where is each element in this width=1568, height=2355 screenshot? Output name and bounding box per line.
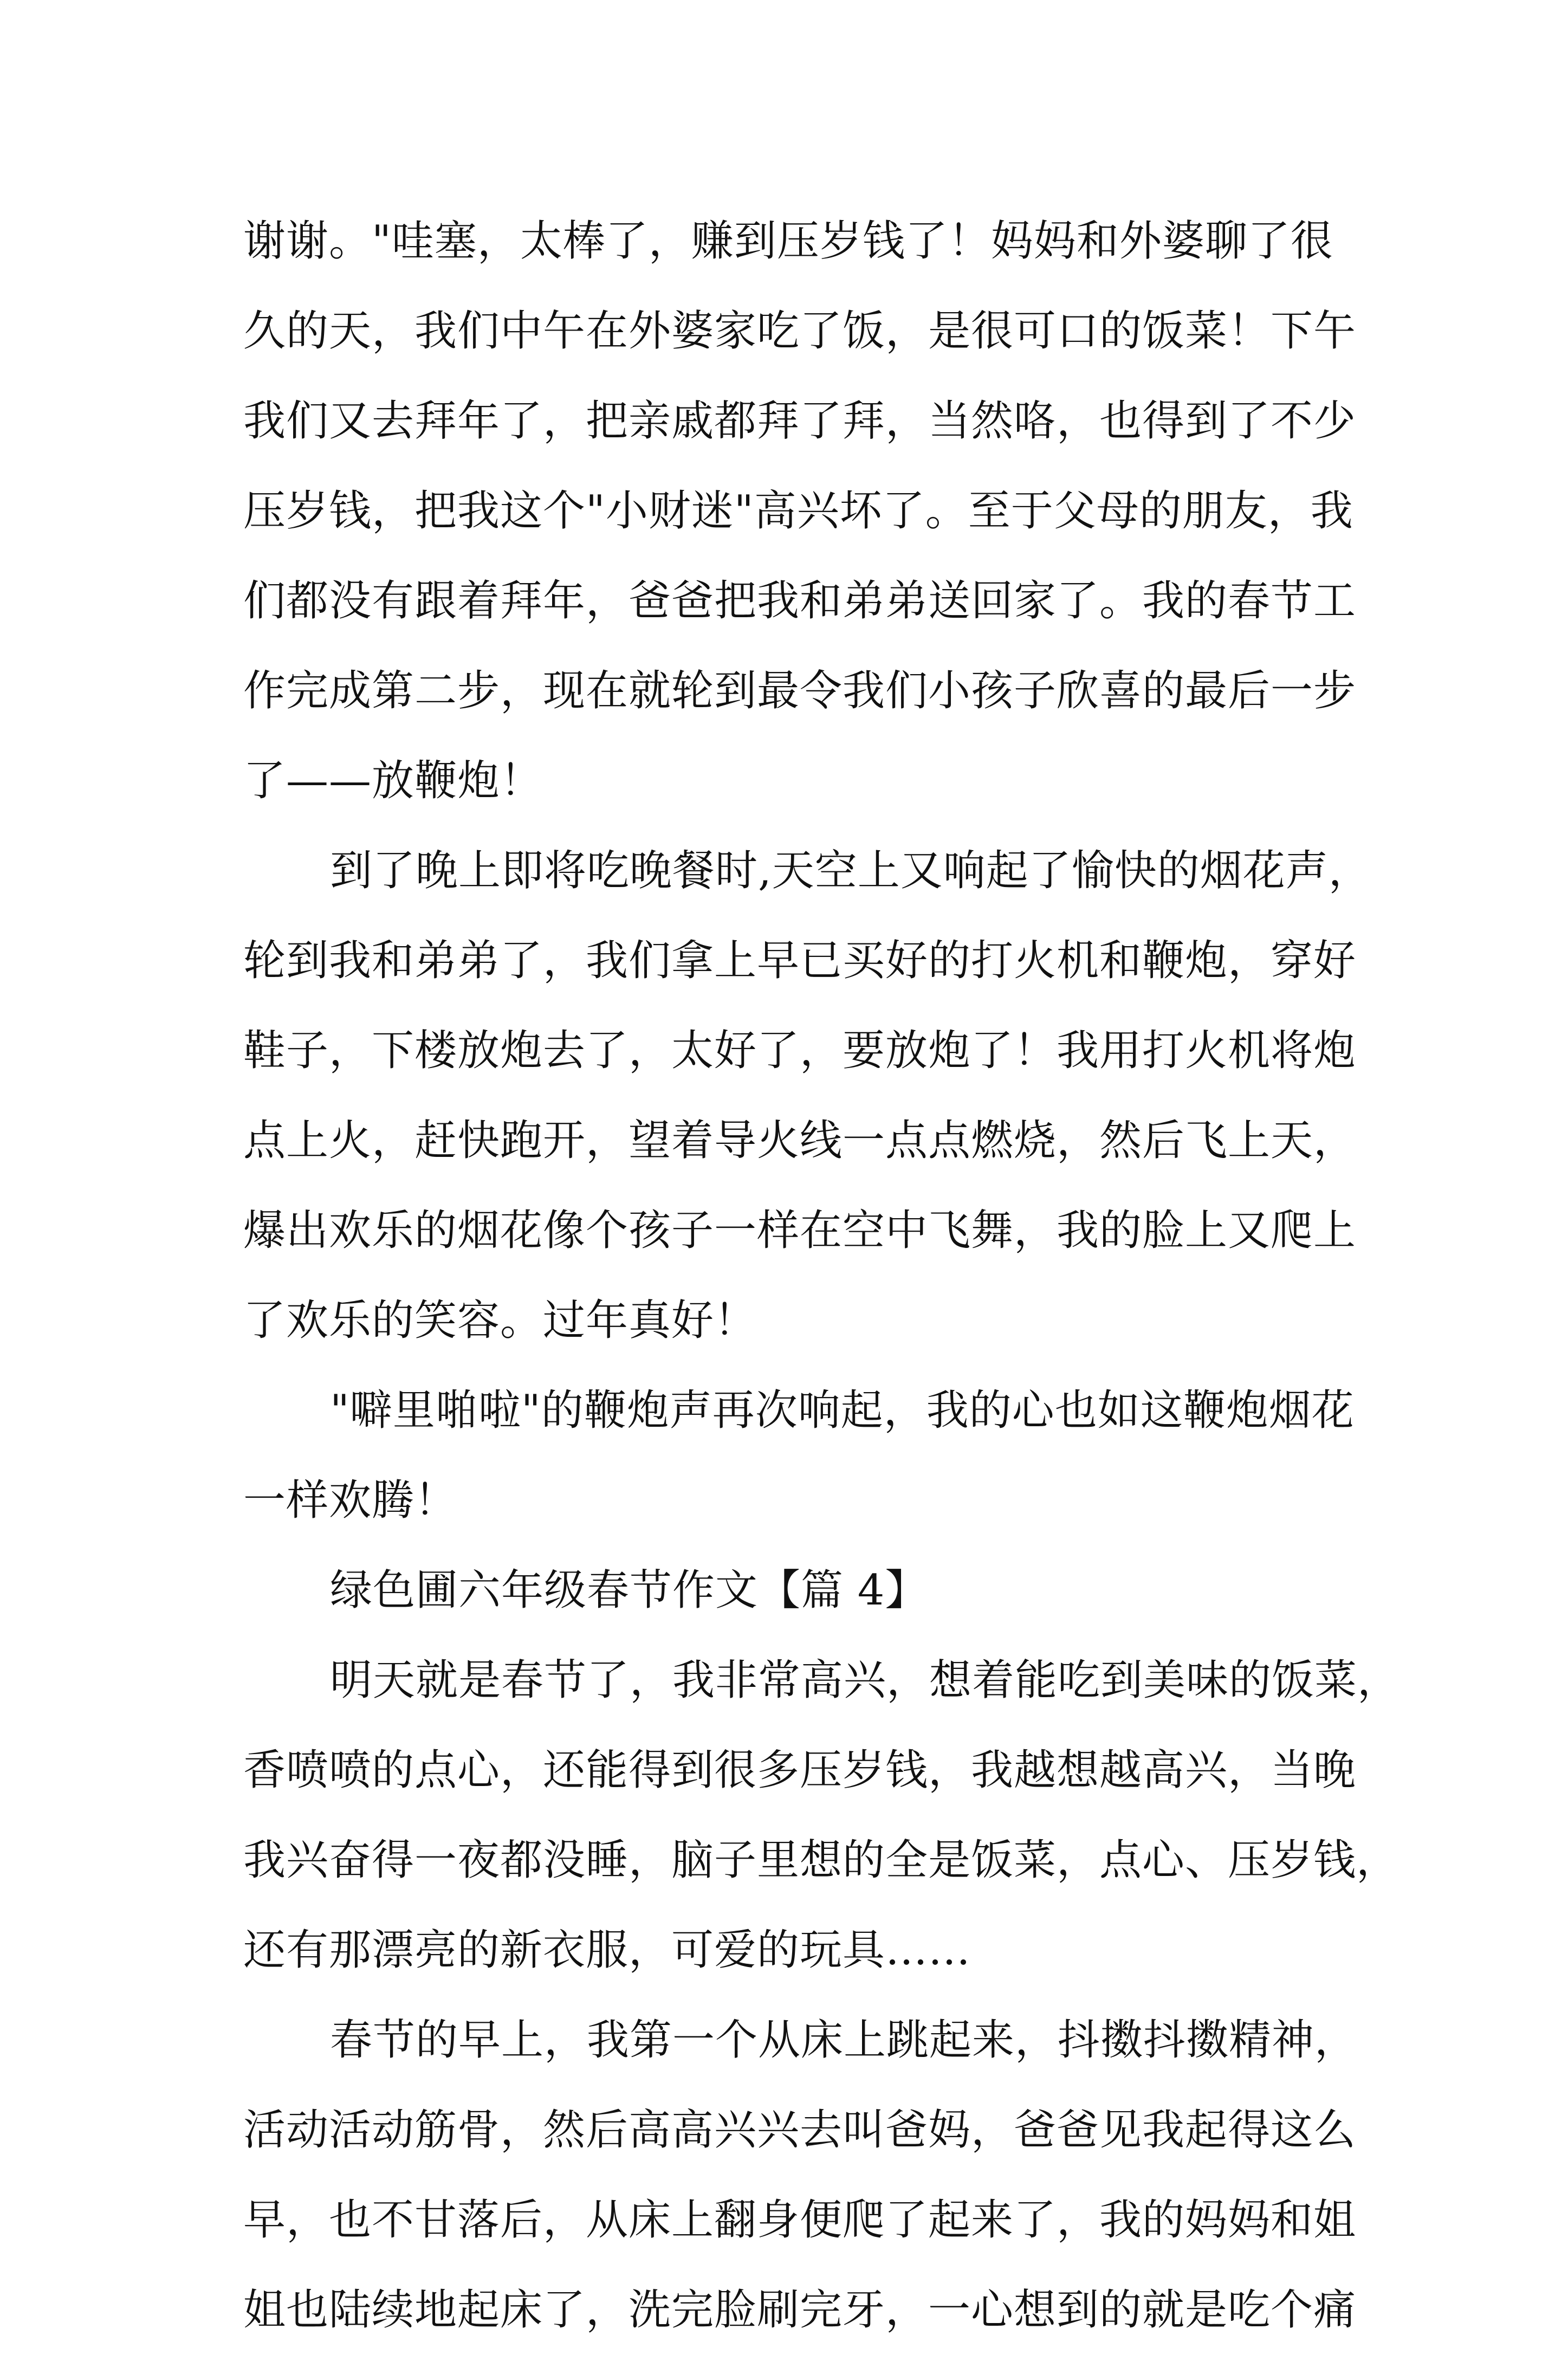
text-line: 早，也不甘落后，从床上翻身便爬了起来了，我的妈妈和姐: [243, 2196, 1357, 2244]
text-line: 我们又去拜年了，把亲戚都拜了拜，当然咯，也得到了不少: [243, 397, 1357, 445]
paragraph-first-line: "噼里啪啦"的鞭炮声再次响起，我的心也如这鞭炮烟花: [330, 1386, 1355, 1435]
paragraph-first-line: 绿色圃六年级春节作文【篇 4】: [330, 1566, 928, 1615]
text-line: 压岁钱，把我这个"小财迷"高兴坏了。至于父母的朋友，我: [243, 487, 1353, 535]
text-line: 作完成第二步，现在就轮到最令我们小孩子欣喜的最后一步: [243, 667, 1357, 715]
text-line: 谢谢。"哇塞，太棒了，赚到压岁钱了！妈妈和外婆聊了很: [243, 217, 1333, 266]
text-line: 爆出欢乐的烟花像个孩子一样在空中飞舞，我的脸上又爬上: [243, 1206, 1357, 1255]
text-line: 久的天，我们中午在外婆家吃了饭，是很可口的饭菜！下午: [243, 307, 1357, 355]
text-line: 姐也陆续地起床了，洗完脸刷完牙，一心想到的就是吃个痛: [243, 2286, 1357, 2334]
text-line: 香喷喷的点心，还能得到很多压岁钱，我越想越高兴，当晚: [243, 1746, 1357, 1795]
text-line: 们都没有跟着拜年，爸爸把我和弟弟送回家了。我的春节工: [243, 577, 1357, 625]
paragraph-first-line: 到了晚上即将吃晚餐时,天空上又响起了愉快的烟花声，: [330, 846, 1371, 895]
text-line: 一样欢腾！: [243, 1476, 458, 1525]
text-line: 了欢乐的笑容。过年真好！: [243, 1296, 757, 1345]
paragraph-first-line: 春节的早上，我第一个从床上跳起来，抖擞抖擞精神，: [330, 2016, 1358, 2065]
document-body: [243, 196, 1401, 2355]
text-line: 点上火，赶快跑开，望着导火线一点点燃烧，然后飞上天，: [243, 1116, 1357, 1165]
text-line: 活动活动筋骨，然后高高兴兴去叫爸妈，爸爸见我起得这么: [243, 2106, 1357, 2155]
text-line: 还有那漂亮的新衣服，可爱的玩具……: [243, 1926, 971, 1975]
paragraph-first-line: 明天就是春节了，我非常高兴，想着能吃到美味的饭菜，: [330, 1656, 1401, 1705]
text-line: 我兴奋得一夜都没睡，脑子里想的全是饭菜，点心、压岁钱，: [243, 1836, 1399, 1885]
text-line: 轮到我和弟弟了，我们拿上早已买好的打火机和鞭炮，穿好: [243, 936, 1357, 985]
text-line: 了——放鞭炮！: [243, 756, 543, 805]
text-line: 鞋子，下楼放炮去了，太好了，要放炮了！我用打火机将炮: [243, 1026, 1357, 1075]
